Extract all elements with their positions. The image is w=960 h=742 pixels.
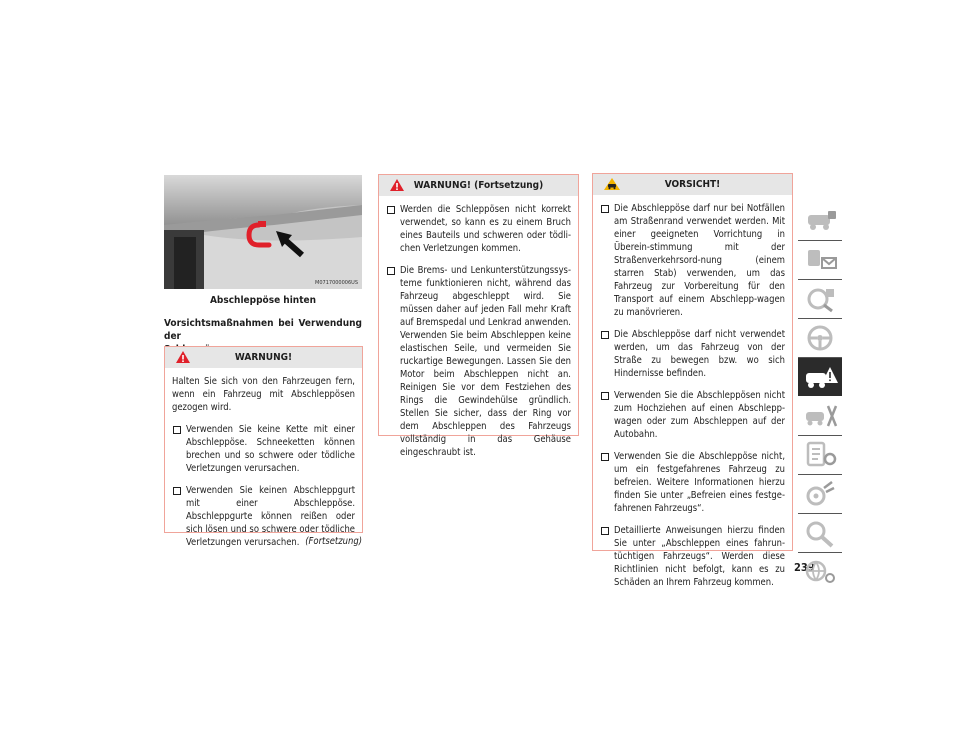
list-item: Verwenden Sie keinen Abschleppgurt mit einer Abschleppöse. Abschleppgurte können reißen oder sich lösen und so schwere oder tödliche Verletzungen verursachen. xyxy=(172,484,355,549)
warning-continued-header xyxy=(379,175,578,196)
specifications-icon xyxy=(800,439,840,471)
list-item: Verwenden Sie die Abschleppösen nicht zum Hochziehen auf einen Abschlepp-wagen oder zum Abschleppen auf der Autobahn. xyxy=(600,389,785,441)
tab-specifications[interactable] xyxy=(798,436,842,475)
page-number: 239 xyxy=(794,561,815,574)
tab-multimedia[interactable] xyxy=(798,475,842,514)
section-heading: Vorsichtsmaßnahmen bei Verwendung der xyxy=(164,318,362,342)
service-tools-icon xyxy=(800,400,840,432)
getting-started-icon xyxy=(800,244,840,276)
list-item: Detaillierte Anweisungen hierzu finden Sie unter „Abschleppen eines fahrun-tüchtigen Fahrzeugs“. Werden diese Richtlinien nicht befolgt, kann es zu Schäden an Ihrem Fahrzeug kommen. xyxy=(600,524,785,589)
warning-header xyxy=(165,347,362,368)
tab-index[interactable] xyxy=(798,514,842,553)
figure-caption: Abschleppöse hinten xyxy=(209,295,317,306)
continued-note: (Fortsetzung) xyxy=(305,536,362,547)
warning-continued-title: WARNUNG! (Fortsetzung) xyxy=(413,180,544,191)
list-item: Die Abschleppöse darf nur bei Notfällen am Straßenrand verwendet werden. Mit einer geeigneten Vorrichtung in Überein-stimmung mit der Straßenverkehrsord-nung (einem starren Stab) verwenden, um das Fahrzeug zur Vorbereitung für den Transport auf einem Abschlepp-wagen zu manövrieren. xyxy=(600,202,785,319)
index-search-icon xyxy=(800,517,840,549)
tab-getting-started[interactable] xyxy=(798,241,842,280)
vehicle-info-icon xyxy=(800,205,840,237)
list-item: Verwenden Sie keine Kette mit einer Abschleppöse. Schneeketten können brechen und so schwere oder tödliche Verletzungen verursachen. xyxy=(172,423,355,475)
tab-service[interactable] xyxy=(798,397,842,436)
tow-hook-photo xyxy=(164,175,362,289)
image-code: M0717000006US xyxy=(315,280,358,286)
warning-intro: Halten Sie sich von den Fahrzeugen fern, wenn ein Fahrzeug mit Abschleppösen gezogen wird. xyxy=(172,376,355,413)
rear-tow-hook-illustration xyxy=(164,175,362,289)
warning-triangle-icon xyxy=(175,350,191,364)
warning-continued-box xyxy=(378,174,579,458)
list-item: Die Abschleppöse darf nicht verwendet werden, um das Fahrzeug von der Straße zu bewegen bzw. wo sich Hindernisse befinden. xyxy=(600,328,785,380)
multimedia-icon xyxy=(800,478,840,510)
car-caution-icon xyxy=(603,177,621,191)
emergency-icon xyxy=(800,361,840,393)
tab-driving[interactable] xyxy=(798,280,842,319)
caution-title: VORSICHT! xyxy=(664,179,721,190)
driving-icon xyxy=(800,283,840,315)
tab-vehicle-info[interactable] xyxy=(798,202,842,241)
steering-wheel-icon xyxy=(800,322,840,354)
warning-triangle-icon xyxy=(389,178,405,192)
caution-box xyxy=(592,173,793,588)
list-item: Verwenden Sie die Abschleppöse nicht, um ein festgefahrenes Fahrzeug zu befreien. Weitere Informationen hierzu finden Sie unter „Befreien eines festge-fahrenen Fahrzeugs“. xyxy=(600,450,785,515)
tab-emergency[interactable] xyxy=(798,358,842,396)
list-item: Werden die Schleppösen nicht korrekt verwendet, so kann es zu einem Bruch eines Bauteils und schweren oder tödli-chen Verletzungen kommen. xyxy=(386,203,571,255)
tab-language[interactable] xyxy=(798,553,842,587)
language-icon xyxy=(800,556,840,586)
list-item: Die Brems- und Lenkunterstützungssys-teme funktionieren nicht, während das Fahrzeug abgeschleppt wird. Sie müssen daher auf jeden Fall mehr Kraft auf Bremspedal und Lenkrad anwenden. Verwenden Sie beim Abschleppen keine elastischen Seile, und vermeiden Sie ruckartige Bewegungen. Lassen Sie den Motor beim Abschleppen nicht an. Reinigen Sie vor dem Festziehen des Rings die Gewindehülse gründlich. Stellen Sie sicher, dass der Ring vor dem Abschleppen des Fahrzeugs vollständig in das Gehäuse eingeschraubt ist. xyxy=(386,264,571,459)
warning-title: WARNUNG! xyxy=(234,352,293,363)
caution-header xyxy=(593,174,792,195)
tab-steering[interactable] xyxy=(798,319,842,358)
